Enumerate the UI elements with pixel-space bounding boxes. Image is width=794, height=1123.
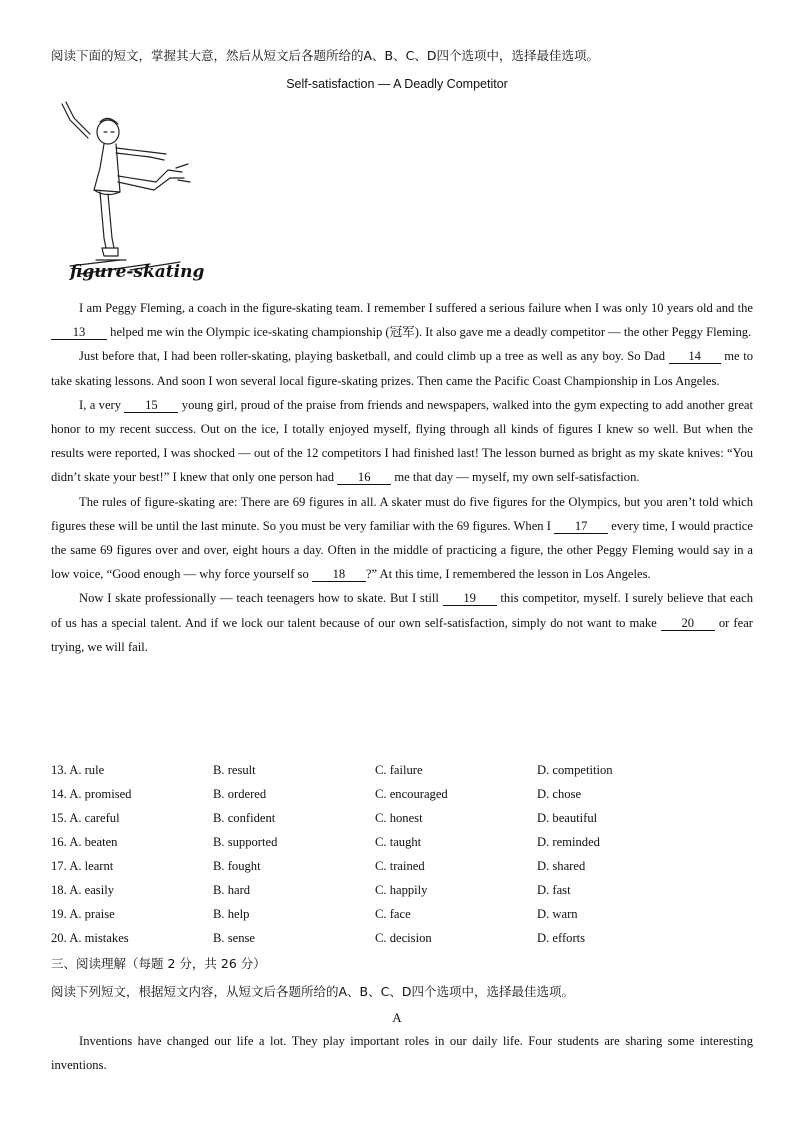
option-a: 13. A. rule: [51, 763, 105, 777]
option-b: B. supported: [213, 835, 278, 849]
question-18: [51, 878, 753, 902]
passage-a-body: [51, 1029, 753, 1077]
question-13: [51, 758, 753, 782]
paragraph-1: I am Peggy Fleming, a coach in the figure-skating team. I remember I suffered a serious failure when I was only 10 years old and the 13 helped me win the Olympic ice-skating championship (冠军). It also gave me a deadly competitor — the other Peggy Fleming.: [51, 296, 753, 344]
option-d: D. chose: [537, 787, 582, 801]
passage-title: Self-satisfaction — A Deadly Competitor: [286, 77, 508, 91]
option-b: B. sense: [213, 931, 255, 945]
paragraph-2: Just before that, I had been roller-skating, playing basketball, and could climb up a tree as well as any boy. So Dad 14 me to take skating lessons. And soon I won several local figure-skating prizes. Then came the Pacific Coast Championship in Los Angeles.: [51, 349, 753, 388]
question-16: [51, 830, 753, 854]
option-c: C. happily: [375, 883, 428, 897]
option-d: D. beautiful: [537, 811, 598, 825]
option-c: C. face: [375, 907, 411, 921]
option-c: C. encouraged: [375, 787, 448, 801]
figure-caption: figure-skating: [70, 262, 205, 282]
option-b: B. result: [213, 763, 256, 777]
option-c: C. trained: [375, 859, 425, 873]
blank-15: 15: [124, 398, 178, 413]
option-a: 16. A. beaten: [51, 835, 118, 849]
question-17: [51, 854, 753, 878]
paragraph-5: Now I skate professionally — teach teenagers how to skate. But I still 19 this competitor, myself. I surely believe that each of us has a special talent. And if we lock our talent because of our own self-satisfaction, simply do not want to make 20 or fear trying, we will fail.: [51, 591, 753, 654]
blank-13: 13: [51, 325, 107, 340]
question-19: [51, 902, 753, 926]
option-a: 19. A. praise: [51, 907, 115, 921]
option-b: B. help: [213, 907, 250, 921]
paragraph-4: The rules of figure-skating are: There are 69 figures in all. A skater must do five figures for the Olympics, but you aren’t told which figures these will be until the last minute. So you must be very familiar with the 69 figures. When I 17 every time, I would practice the same 69 figures over and over, eight hours a day. Often in the middle of practicing a figure, the other Peggy Fleming would say in a low voice, “Good enough — why force yourself so 18 ?” At this time, I remembered the lesson in Los Angeles.: [51, 494, 753, 582]
option-d: D. reminded: [537, 835, 600, 849]
option-a: 18. A. easily: [51, 883, 114, 897]
section-heading: 三、阅读理解（每题 2 分，共 26 分）: [51, 956, 266, 971]
option-b: B. hard: [213, 883, 251, 897]
blank-14: 14: [669, 349, 721, 364]
figure-skater-illustration: [60, 98, 200, 288]
option-a: 20. A. mistakes: [51, 931, 129, 945]
question-14: [51, 782, 753, 806]
option-d: D. fast: [537, 883, 571, 897]
option-c: C. taught: [375, 835, 422, 849]
blank-20: 20: [661, 616, 715, 631]
blank-16: 16: [337, 470, 391, 485]
question-20: [51, 926, 753, 950]
option-b: B. fought: [213, 859, 261, 873]
option-a: 17. A. learnt: [51, 859, 114, 873]
blank-18: 18: [312, 567, 366, 582]
option-c: C. decision: [375, 931, 432, 945]
blank-19: 19: [443, 591, 497, 606]
option-d: D. warn: [537, 907, 578, 921]
paragraph-3: I, a very 15 young girl, proud of the praise from friends and newspapers, walked into the gym expecting to add another great honor to my recent success. Out on the ice, I totally enjoyed myself, flying through all kinds of figures I knew so well. But when the results were reported, I was shocked — out of the 12 competitors I had finished last! The lesson burned as bright as my skate knives: “You didn’t skate your best!” I knew that only one person had 16 me that day — myself, my own self-satisfaction.: [51, 397, 753, 485]
option-c: C. honest: [375, 811, 423, 825]
option-b: B. ordered: [213, 787, 267, 801]
option-b: B. confident: [213, 811, 276, 825]
question-15: [51, 806, 753, 830]
passage-body: [51, 296, 753, 659]
instruction-reading: 阅读下列短文，根据短文内容，从短文后各题所给的A、B、C、D四个选项中，选择最佳选项。: [51, 984, 574, 999]
instruction-cloze: 阅读下面的短文，掌握其大意，然后从短文后各题所给的A、B、C、D四个选项中，选择最佳选项。: [51, 48, 599, 63]
passage-a-intro: Inventions have changed our life a lot. They play important roles in our daily life. Four students are sharing some interesting inventions.: [51, 1034, 753, 1073]
blank-17: 17: [554, 519, 608, 534]
option-d: D. competition: [537, 763, 613, 777]
option-a: 15. A. careful: [51, 811, 120, 825]
option-c: C. failure: [375, 763, 423, 777]
option-d: D. efforts: [537, 931, 586, 945]
option-d: D. shared: [537, 859, 586, 873]
passage-label: A: [392, 1010, 402, 1025]
option-a: 14. A. promised: [51, 787, 132, 801]
